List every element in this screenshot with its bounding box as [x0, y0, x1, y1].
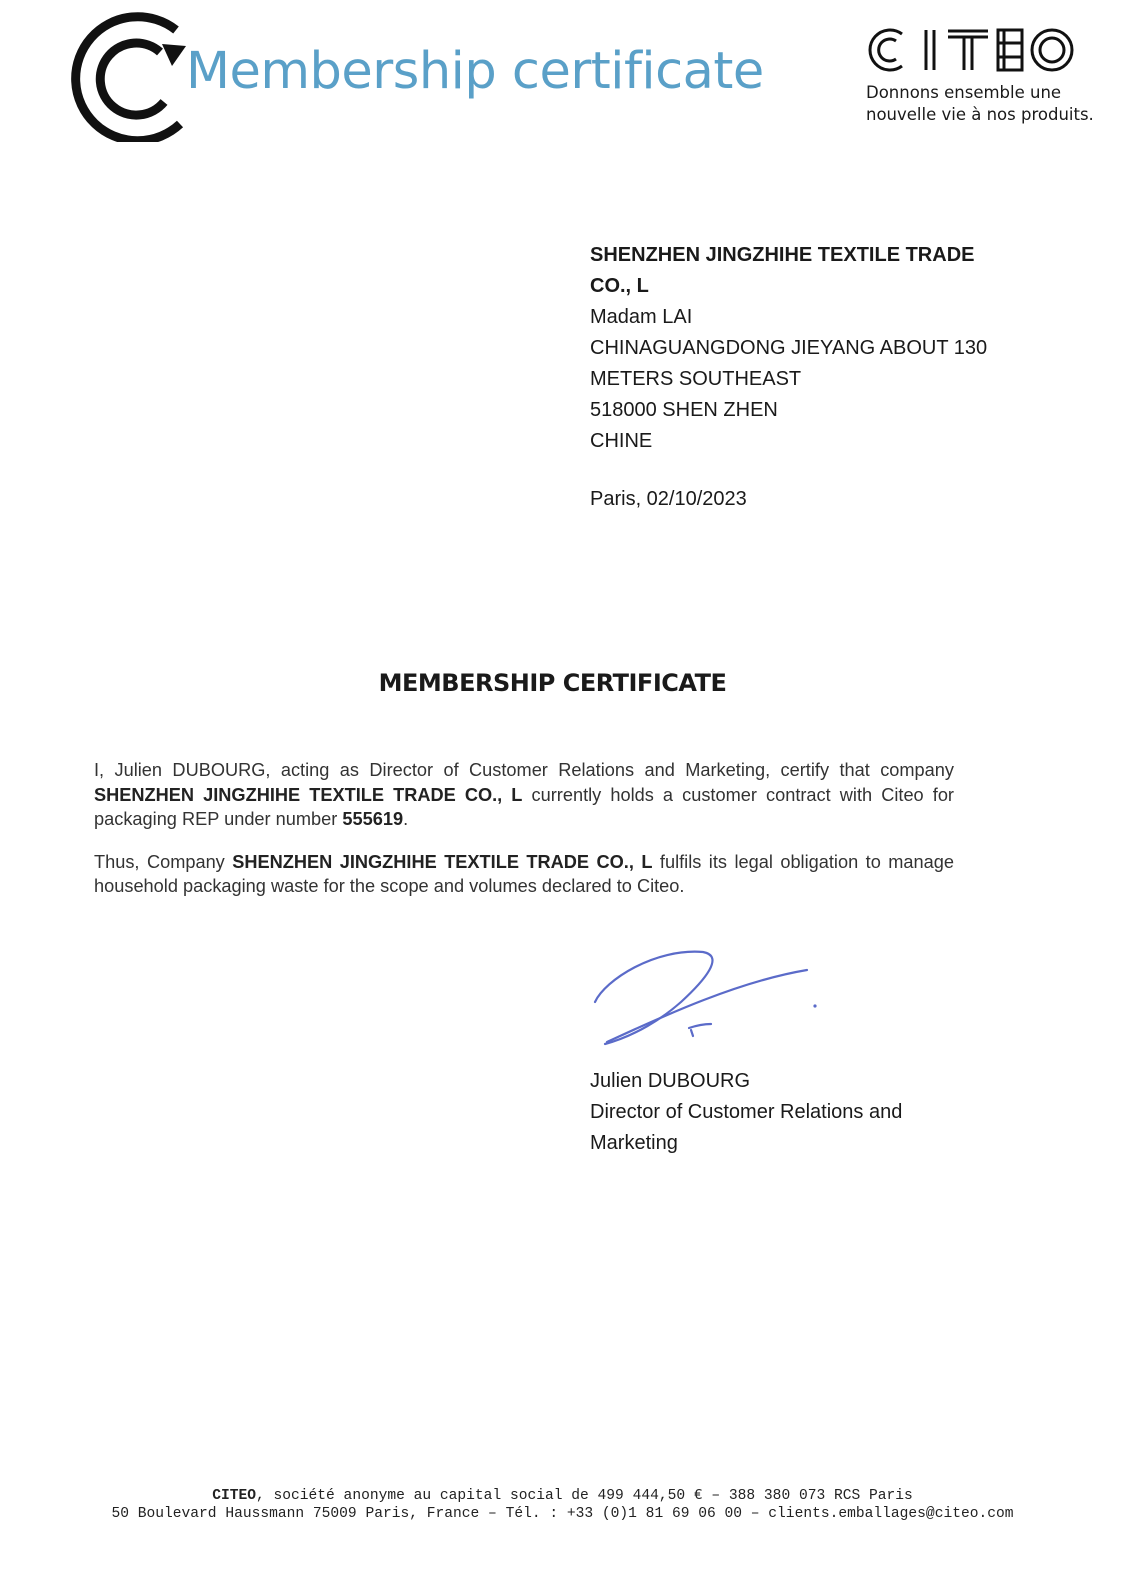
p1-text-a: I, Julien DUBOURG, acting as Director of Customer Relations and Marketing, certify that company	[94, 760, 954, 780]
signer-title-line-2: Marketing	[590, 1132, 678, 1154]
signer-name: Julien DUBOURG	[590, 1070, 751, 1092]
brand-tagline	[866, 82, 1094, 126]
body-paragraph-1	[94, 758, 954, 832]
citeo-c-logo-icon	[68, 8, 190, 142]
tagline-line-1: Donnons ensemble une	[866, 83, 1062, 102]
recipient-company-line-1: SHENZHEN JINGZHIHE TEXTILE TRADE	[590, 244, 975, 266]
page-footer	[0, 1488, 1125, 1523]
recipient-company-line-2: CO., L	[590, 275, 649, 297]
tagline-line-2: nouvelle vie à nos produits.	[866, 105, 1094, 124]
recipient-address-line-1: CHINAGUANGDONG JIEYANG ABOUT 130	[590, 337, 988, 359]
citeo-brand-logo	[864, 26, 1076, 74]
header-title: Membership certificate	[186, 42, 764, 101]
p2-text-b: fulfils its legal obligation to manage household packaging waste for the scope and volumes declared to Citeo.	[94, 851, 954, 896]
recipient-contact: Madam LAI	[590, 306, 693, 328]
certificate-heading: MEMBERSHIP CERTIFICATE	[378, 669, 727, 697]
footer-line-1	[0, 1488, 1125, 1506]
p1-contract-number: 555619	[342, 809, 404, 829]
p1-text-c: .	[403, 809, 409, 829]
footer-line-2: 50 Boulevard Haussmann 75009 Paris, France – Tél. : +33 (0)1 81 69 06 00 – clients.emballages@citeo.com	[111, 1505, 1014, 1522]
signer-title-line-1: Director of Customer Relations and	[590, 1101, 903, 1123]
footer-company: CITEO	[212, 1488, 256, 1504]
footer-line-1-rest: , société anonyme au capital social de 499 444,50 € – 388 380 073 RCS Paris	[255, 1488, 913, 1504]
certificate-body	[94, 758, 954, 917]
recipient-address	[590, 240, 1030, 457]
p1-company: SHENZHEN JINGZHIHE TEXTILE TRADE CO., L	[94, 784, 523, 805]
handwritten-signature	[585, 940, 825, 1050]
recipient-address-line-3: 518000 SHEN ZHEN	[590, 399, 778, 421]
p2-text-a: Thus, Company	[94, 851, 233, 872]
body-paragraph-2	[94, 850, 954, 899]
recipient-address-line-2: METERS SOUTHEAST	[590, 368, 802, 390]
date-line: Paris, 02/10/2023	[590, 488, 747, 510]
signer-block	[590, 1066, 950, 1159]
p2-company: SHENZHEN JINGZHIHE TEXTILE TRADE CO., L	[232, 851, 653, 872]
recipient-country: CHINE	[590, 430, 653, 452]
p1-text-b: currently holds a customer contract with Citeo for packaging REP under number	[94, 784, 954, 829]
